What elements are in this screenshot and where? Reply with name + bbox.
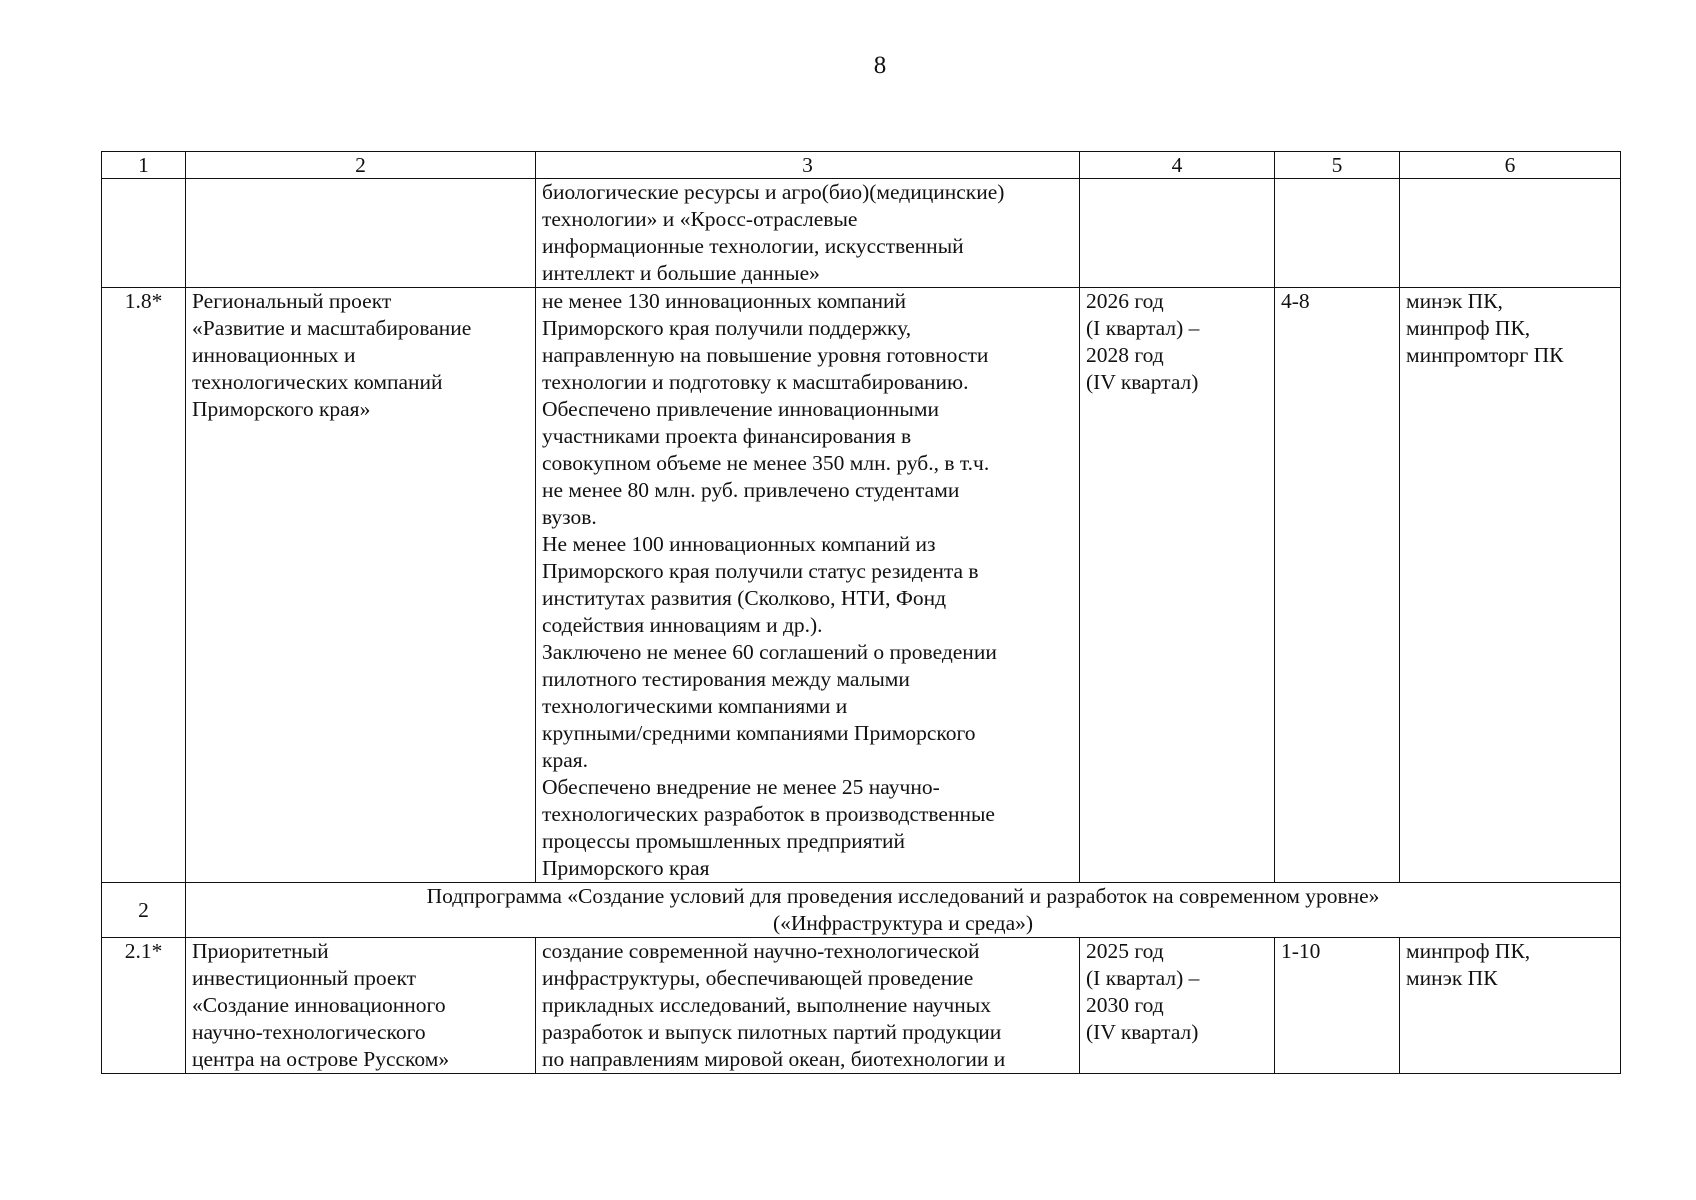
text-line: минпромторг ПК [1406, 343, 1564, 367]
text-line: (I квартал) – [1086, 966, 1200, 990]
text-line: Приморского края» [192, 397, 371, 421]
text-line: научно-технологического [192, 1020, 426, 1044]
executors [1400, 938, 1621, 1074]
text-line: содействия инновациям и др.). [542, 613, 823, 637]
text-line: участниками проекта финансирования в [542, 424, 912, 448]
text-line: (I квартал) – [1086, 316, 1200, 340]
table-row-1-8 [102, 288, 1621, 883]
text-line: Приморского края [542, 856, 710, 880]
text-line: «Создание инновационного [192, 993, 446, 1017]
implementation-period [1080, 938, 1275, 1074]
table-row-2-1 [102, 938, 1621, 1074]
text-line: 2025 год [1086, 939, 1164, 963]
measure-name [186, 938, 536, 1074]
measure-name [186, 288, 536, 883]
table-header-row [102, 152, 1621, 179]
text-line: создание современной научно-технологической [542, 939, 980, 963]
measures-table [101, 151, 1621, 1074]
text-line: минпроф ПК, [1406, 316, 1531, 340]
text-line: 2028 год [1086, 343, 1164, 367]
indicators: 4-8 [1275, 288, 1400, 883]
text-line: интеллект и большие данные» [542, 261, 820, 285]
text-line: по направлениям мировой океан, биотехнологии и [542, 1047, 1006, 1071]
text-line: Обеспечено привлечение инновационными [542, 397, 939, 421]
text-line: крупными/средними компаниями Приморского [542, 721, 976, 745]
text-line: информационные технологии, искусственный [542, 234, 964, 258]
text-line: («Инфраструктура и среда») [772, 911, 1034, 935]
table-row-continuation [102, 179, 1621, 288]
continuation-col-4 [1080, 179, 1275, 288]
text-line: инвестиционный проект [192, 966, 417, 990]
text-line: Заключено не менее 60 соглашений о проведении [542, 640, 997, 664]
continuation-col-6 [1400, 179, 1621, 288]
text-line: технологических компаний [192, 370, 443, 394]
header-col-4: 4 [1080, 152, 1275, 179]
executors [1400, 288, 1621, 883]
continuation-col-2 [186, 179, 536, 288]
text-line: инновационных и [192, 343, 356, 367]
text-line: технологии» и «Кросс-отраслевые [542, 207, 858, 231]
text-line: технологических разработок в производственные [542, 802, 995, 826]
continuation-col-1 [102, 179, 186, 288]
continuation-result [536, 179, 1080, 288]
section-title [186, 883, 1621, 938]
header-col-6: 6 [1400, 152, 1621, 179]
text-line: прикладных исследований, выполнение научных [542, 993, 991, 1017]
text-line: 2026 год [1086, 289, 1164, 313]
text-line: технологическими компаниями и [542, 694, 848, 718]
text-line: минэк ПК [1406, 966, 1498, 990]
text-line: не менее 80 млн. руб. привлечено студентами [542, 478, 960, 502]
table-row-section-2 [102, 883, 1621, 938]
page-number: 8 [873, 52, 887, 79]
text-line: Региональный проект [192, 289, 392, 313]
text-line: минэк ПК, [1406, 289, 1503, 313]
text-line: Приоритетный [192, 939, 329, 963]
text-line: совокупном объеме не менее 350 млн. руб., в т.ч. [542, 451, 990, 475]
text-line: Приморского края получили поддержку, [542, 316, 912, 340]
text-line: процессы промышленных предприятий [542, 829, 906, 853]
text-line: биологические ресурсы и агро(био)(медицинские) [542, 180, 1005, 204]
text-line: «Развитие и масштабирование [192, 316, 472, 340]
text-line: (IV квартал) [1086, 1020, 1199, 1044]
text-line: Подпрограмма «Создание условий для проведения исследований и разработок на современном уровне» [426, 884, 1380, 908]
row-number: 1.8* [102, 288, 186, 883]
continuation-col-5 [1275, 179, 1400, 288]
text-line: не менее 130 инновационных компаний [542, 289, 907, 313]
text-line: минпроф ПК, [1406, 939, 1531, 963]
row-number: 2.1* [102, 938, 186, 1074]
implementation-period [1080, 288, 1275, 883]
header-col-5: 5 [1275, 152, 1400, 179]
text-line: пилотного тестирования между малыми [542, 667, 910, 691]
text-line: (IV квартал) [1086, 370, 1199, 394]
header-col-1: 1 [102, 152, 186, 179]
text-line: направленную на повышение уровня готовности [542, 343, 989, 367]
text-line: Приморского края получили статус резидента в [542, 559, 979, 583]
header-col-2: 2 [186, 152, 536, 179]
expected-result [536, 938, 1080, 1074]
text-line: технологии и подготовку к масштабированию. [542, 370, 969, 394]
text-line: инфраструктуры, обеспечивающей проведение [542, 966, 974, 990]
indicators: 1-10 [1275, 938, 1400, 1074]
text-line: центра на острове Русском» [192, 1047, 450, 1071]
text-line: институтах развития (Сколково, НТИ, Фонд [542, 586, 947, 610]
expected-result [536, 288, 1080, 883]
header-col-3: 3 [536, 152, 1080, 179]
text-line: разработок и выпуск пилотных партий продукции [542, 1020, 1002, 1044]
text-line: Не менее 100 инновационных компаний из [542, 532, 936, 556]
section-number: 2 [102, 883, 186, 938]
text-line: вузов. [542, 505, 597, 529]
text-line: 2030 год [1086, 993, 1164, 1017]
text-line: края. [542, 748, 589, 772]
text-line: Обеспечено внедрение не менее 25 научно- [542, 775, 940, 799]
